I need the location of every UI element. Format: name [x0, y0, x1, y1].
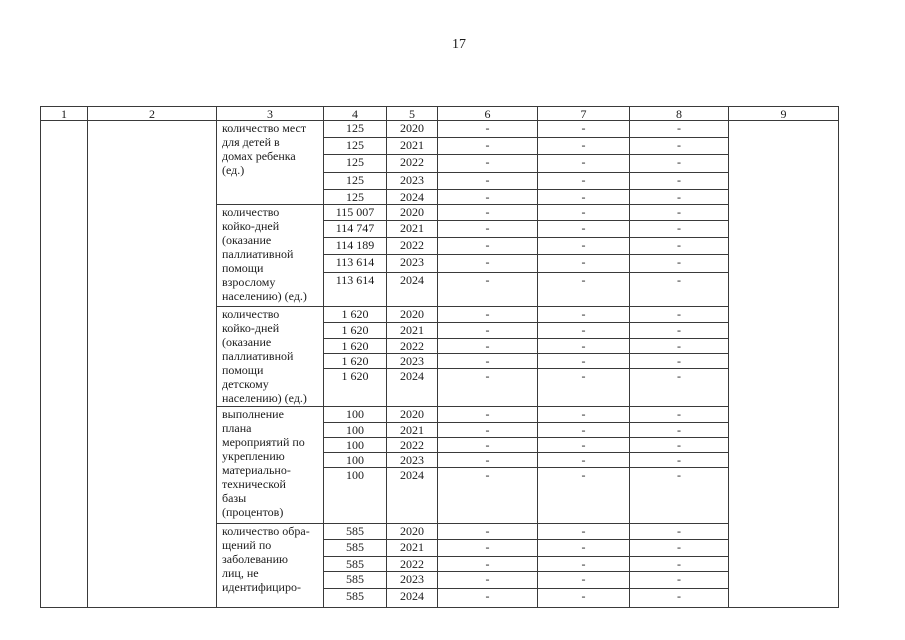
- indicator-line: взрослому: [222, 275, 276, 289]
- cell-year: 2023: [387, 173, 438, 190]
- cell-col6: -: [438, 307, 538, 323]
- cell-year: 2022: [387, 557, 438, 572]
- cell-value: 115 007: [324, 205, 387, 221]
- cell-col6: -: [438, 173, 538, 190]
- indicator-line: койко-дней: [222, 321, 280, 335]
- header-row: [41, 107, 839, 121]
- cell-value: 125: [324, 173, 387, 190]
- cell-col6: -: [438, 524, 538, 540]
- indicator-line: заболеванию: [222, 552, 288, 566]
- cell-value: 1 620: [324, 369, 387, 407]
- indicator-line: укреплению: [222, 449, 285, 463]
- empty-cell-col2: [88, 121, 217, 608]
- cell-value: 100: [324, 453, 387, 468]
- indicator-line: (ед.): [222, 163, 245, 177]
- cell-col6: -: [438, 423, 538, 438]
- cell-value: 125: [324, 190, 387, 205]
- cell-col7: -: [538, 155, 630, 173]
- cell-col7: -: [538, 138, 630, 155]
- cell-col7: -: [538, 524, 630, 540]
- indicator-line: технической: [222, 477, 286, 491]
- cell-col7: -: [538, 255, 630, 273]
- cell-col7: -: [538, 369, 630, 407]
- cell-col8: -: [630, 173, 729, 190]
- cell-col7: -: [538, 453, 630, 468]
- cell-col7: -: [538, 221, 630, 238]
- cell-col7: -: [538, 173, 630, 190]
- cell-value: 100: [324, 468, 387, 524]
- cell-col8: -: [630, 339, 729, 354]
- indicator-label: [217, 407, 324, 524]
- cell-value: 125: [324, 155, 387, 173]
- header-cell-3: 3: [217, 107, 324, 121]
- cell-value: 1 620: [324, 339, 387, 354]
- cell-col7: -: [538, 557, 630, 572]
- cell-col6: -: [438, 190, 538, 205]
- indicator-label: [217, 205, 324, 307]
- cell-col8: -: [630, 307, 729, 323]
- cell-col7: -: [538, 540, 630, 557]
- indicator-line: (оказание: [222, 233, 272, 247]
- cell-value: 585: [324, 524, 387, 540]
- indicator-line: щений по: [222, 538, 272, 552]
- cell-year: 2020: [387, 307, 438, 323]
- cell-value: 125: [324, 138, 387, 155]
- cell-col7: -: [538, 339, 630, 354]
- cell-col7: -: [538, 589, 630, 608]
- cell-value: 125: [324, 121, 387, 138]
- cell-col7: -: [538, 238, 630, 255]
- indicator-line: паллиативной: [222, 349, 294, 363]
- cell-year: 2023: [387, 354, 438, 369]
- cell-value: 114 189: [324, 238, 387, 255]
- cell-col6: -: [438, 238, 538, 255]
- table-row: [41, 121, 839, 138]
- indicator-line: домах ребенка: [222, 149, 296, 163]
- indicator-line: количество обра-: [222, 524, 310, 538]
- cell-col6: -: [438, 155, 538, 173]
- cell-col7: -: [538, 323, 630, 339]
- header-cell-6: 6: [438, 107, 538, 121]
- indicator-line: для детей в: [222, 135, 280, 149]
- header-cell-7: 7: [538, 107, 630, 121]
- indicator-line: лиц, не: [222, 566, 259, 580]
- cell-year: 2021: [387, 540, 438, 557]
- cell-col7: -: [538, 354, 630, 369]
- cell-col8: -: [630, 557, 729, 572]
- cell-col6: -: [438, 273, 538, 307]
- cell-col8: -: [630, 589, 729, 608]
- cell-col8: -: [630, 423, 729, 438]
- cell-col6: -: [438, 589, 538, 608]
- cell-col6: -: [438, 572, 538, 589]
- indicator-line: (процентов): [222, 505, 284, 519]
- cell-col6: -: [438, 255, 538, 273]
- cell-value: 100: [324, 423, 387, 438]
- cell-year: 2021: [387, 221, 438, 238]
- cell-col8: -: [630, 468, 729, 524]
- cell-year: 2024: [387, 369, 438, 407]
- cell-value: 585: [324, 589, 387, 608]
- header-cell-2: 2: [88, 107, 217, 121]
- cell-col6: -: [438, 205, 538, 221]
- cell-col8: -: [630, 138, 729, 155]
- table-body: [41, 121, 839, 608]
- cell-year: 2021: [387, 138, 438, 155]
- indicator-line: количество: [222, 205, 280, 219]
- cell-col6: -: [438, 407, 538, 423]
- cell-col7: -: [538, 438, 630, 453]
- cell-value: 100: [324, 407, 387, 423]
- cell-col8: -: [630, 205, 729, 221]
- indicator-line: помощи: [222, 363, 264, 377]
- cell-col6: -: [438, 468, 538, 524]
- cell-col8: -: [630, 273, 729, 307]
- cell-year: 2022: [387, 238, 438, 255]
- empty-cell-col1: [41, 121, 88, 608]
- header-cell-5: 5: [387, 107, 438, 121]
- cell-col7: -: [538, 121, 630, 138]
- indicator-line: койко-дней: [222, 219, 280, 233]
- header-cell-8: 8: [630, 107, 729, 121]
- cell-year: 2020: [387, 524, 438, 540]
- cell-col6: -: [438, 369, 538, 407]
- cell-year: 2024: [387, 273, 438, 307]
- cell-col6: -: [438, 138, 538, 155]
- cell-year: 2023: [387, 453, 438, 468]
- cell-col7: -: [538, 190, 630, 205]
- cell-year: 2021: [387, 423, 438, 438]
- cell-col7: -: [538, 423, 630, 438]
- cell-year: 2021: [387, 323, 438, 339]
- cell-col8: -: [630, 323, 729, 339]
- cell-year: 2020: [387, 121, 438, 138]
- indicator-line: количество: [222, 307, 280, 321]
- cell-col8: -: [630, 524, 729, 540]
- indicator-line: мероприятий по: [222, 435, 305, 449]
- indicator-line: количество мест: [222, 121, 307, 135]
- header-cell-4: 4: [324, 107, 387, 121]
- indicator-line: населению) (ед.): [222, 391, 307, 405]
- indicator-line: базы: [222, 491, 247, 505]
- cell-value: 1 620: [324, 307, 387, 323]
- empty-cell-col9: [729, 121, 839, 608]
- indicator-line: плана: [222, 421, 252, 435]
- cell-year: 2023: [387, 572, 438, 589]
- indicator-line: идентифициро-: [222, 580, 301, 594]
- indicator-label: [217, 524, 324, 608]
- indicator-line: паллиативной: [222, 247, 294, 261]
- indicator-line: (оказание: [222, 335, 272, 349]
- cell-col8: -: [630, 238, 729, 255]
- cell-value: 585: [324, 557, 387, 572]
- cell-year: 2020: [387, 407, 438, 423]
- indicator-line: материально-: [222, 463, 291, 477]
- cell-col6: -: [438, 221, 538, 238]
- cell-value: 114 747: [324, 221, 387, 238]
- cell-col8: -: [630, 121, 729, 138]
- cell-col8: -: [630, 540, 729, 557]
- cell-col6: -: [438, 438, 538, 453]
- indicator-label: [217, 307, 324, 407]
- cell-year: 2022: [387, 339, 438, 354]
- cell-col8: -: [630, 190, 729, 205]
- cell-col8: -: [630, 155, 729, 173]
- cell-year: 2024: [387, 589, 438, 608]
- cell-year: 2024: [387, 190, 438, 205]
- cell-value: 113 614: [324, 255, 387, 273]
- cell-year: 2022: [387, 155, 438, 173]
- cell-year: 2022: [387, 438, 438, 453]
- indicator-line: выполнение: [222, 407, 284, 421]
- cell-col8: -: [630, 354, 729, 369]
- cell-col8: -: [630, 221, 729, 238]
- cell-col6: -: [438, 453, 538, 468]
- header-cell-1: 1: [41, 107, 88, 121]
- indicator-line: детскому: [222, 377, 269, 391]
- cell-col8: -: [630, 369, 729, 407]
- cell-col6: -: [438, 540, 538, 557]
- cell-year: 2023: [387, 255, 438, 273]
- cell-col7: -: [538, 407, 630, 423]
- page-number: 17: [452, 37, 466, 52]
- cell-col8: -: [630, 255, 729, 273]
- cell-value: 100: [324, 438, 387, 453]
- cell-col7: -: [538, 468, 630, 524]
- cell-col8: -: [630, 438, 729, 453]
- cell-value: 1 620: [324, 323, 387, 339]
- cell-col6: -: [438, 557, 538, 572]
- cell-col7: -: [538, 307, 630, 323]
- data-table: [40, 106, 839, 608]
- cell-col6: -: [438, 339, 538, 354]
- cell-col6: -: [438, 323, 538, 339]
- indicator-line: населению) (ед.): [222, 289, 307, 303]
- cell-col6: -: [438, 354, 538, 369]
- cell-value: 113 614: [324, 273, 387, 307]
- cell-value: 585: [324, 540, 387, 557]
- cell-col7: -: [538, 205, 630, 221]
- cell-value: 1 620: [324, 354, 387, 369]
- cell-year: 2020: [387, 205, 438, 221]
- cell-col8: -: [630, 407, 729, 423]
- cell-value: 585: [324, 572, 387, 589]
- cell-col8: -: [630, 572, 729, 589]
- indicator-label: [217, 121, 324, 205]
- cell-col8: -: [630, 453, 729, 468]
- cell-col7: -: [538, 273, 630, 307]
- indicator-line: помощи: [222, 261, 264, 275]
- cell-col7: -: [538, 572, 630, 589]
- cell-year: 2024: [387, 468, 438, 524]
- cell-col6: -: [438, 121, 538, 138]
- header-cell-9: 9: [729, 107, 839, 121]
